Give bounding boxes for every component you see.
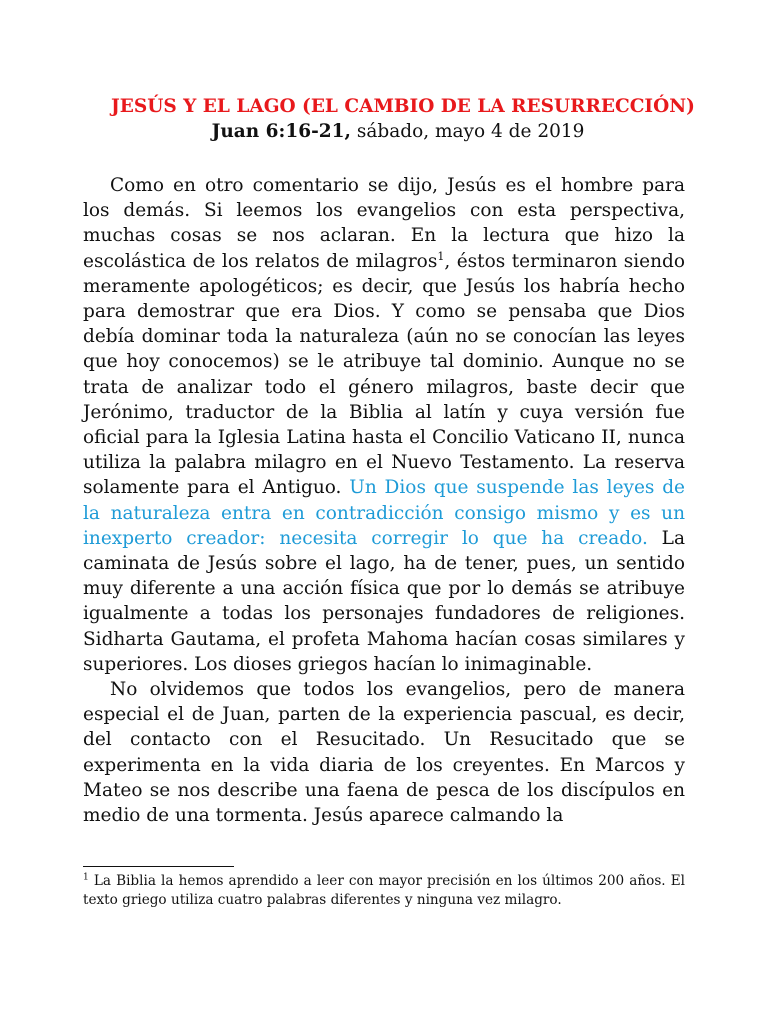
footnote-marker: 1 xyxy=(437,249,445,263)
paragraph-1-text-a: Como en otro comentario se dijo, Jesús es el hombre para los demás. Si leemos los evangelios con esta perspectiva, muchas cosas se nos aclaran. En la lectura que hizo la escolástica de los relatos de milagros xyxy=(83,175,685,272)
document-date: sábado, mayo 4 de 2019 xyxy=(350,121,585,142)
paragraph-1 xyxy=(83,173,685,677)
highlighted-quote: Un Dios que suspende las leyes de la naturaleza entra en contradicción consigo mismo y es un inexperto creador: necesita corregir lo que ha creado. xyxy=(83,477,686,549)
document-title: JESÚS Y EL LAGO (EL CAMBIO DE LA RESURRECCIÓN) xyxy=(111,96,695,117)
footnote-text: La Biblia la hemos aprendido a leer con mayor precisión en los últimos 200 años. El texto griego utiliza cuatro palabras diferentes y ninguna vez milagro. xyxy=(83,873,685,908)
document-page xyxy=(83,94,695,828)
paragraph-1-text-b: , éstos terminaron siendo meramente apologéticos; es decir, que Jesús los habría hecho para demostrar que era Dios. Y como se pensaba que Dios debía dominar toda la naturaleza (aún no se conocían las leyes que hoy conocemos) se le atribuye tal dominio. Aunque no se trata de analizar todo el género milagros, baste decir que Jerónimo, traductor de la Biblia al latín y cuya versión fue oficial para la Iglesia Latina hasta el Concilio Vaticano II, nunca utiliza la palabra milagro en el Nuevo Testamento. La reserva solamente para el Antiguo. xyxy=(83,250,685,499)
document-subtitle xyxy=(111,120,685,144)
footnote-divider xyxy=(83,866,234,867)
footnote-number: 1 xyxy=(83,872,89,883)
document-body xyxy=(83,173,685,828)
footnote xyxy=(83,872,685,910)
paragraph-1-text-c: La caminata de Jesús sobre el lago, ha de tener, pues, un sentido muy diferente a una acción física que por lo demás se atribuye igualmente a todas los personajes fundadores de religiones. Sidharta Gautama, el profeta Mahoma hacían cosas similares y superiores. Los dioses griegos hacían lo inimaginable. xyxy=(83,527,685,675)
paragraph-2: No olvidemos que todos los evangelios, pero de manera especial el de Juan, parten de la experiencia pascual, es decir, del contacto con el Resucitado. Un Resucitado que se experimenta en la vida diaria de los creyentes. En Marcos y Mateo se nos describe una faena de pesca de los discípulos en medio de una tormenta. Jesús aparece calmando la xyxy=(83,679,685,827)
scripture-reference: Juan 6:16-21, xyxy=(211,121,351,142)
